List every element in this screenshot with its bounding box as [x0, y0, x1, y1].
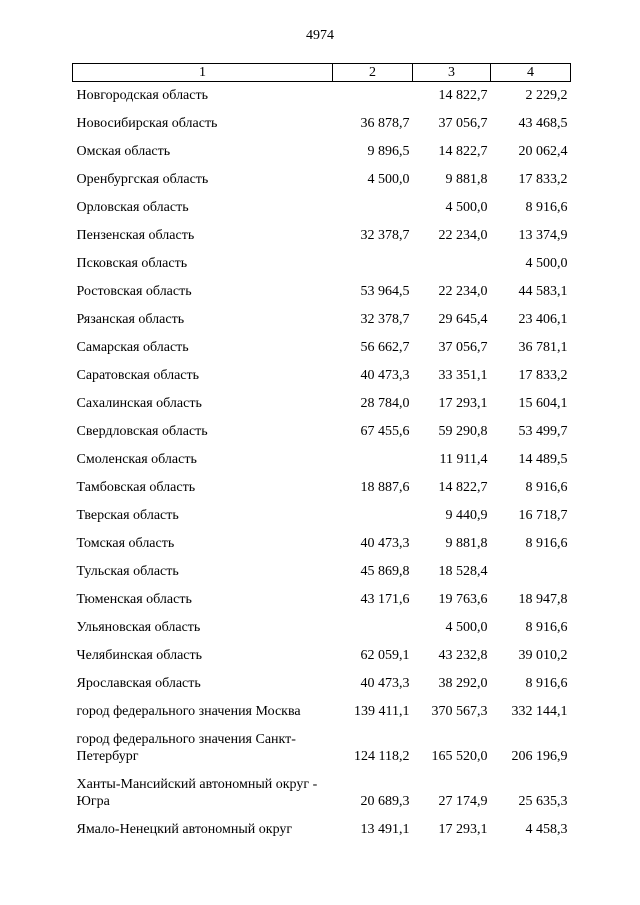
value-col-3: 59 290,8 — [438, 423, 488, 439]
region-name: Оренбургская область — [76, 171, 209, 187]
value-col-4: 17 833,2 — [518, 367, 568, 383]
table-row — [73, 328, 571, 356]
table-row — [73, 664, 571, 692]
value-col-4: 43 468,5 — [518, 115, 568, 131]
data-table — [72, 63, 571, 838]
region-name: Ярославская область — [76, 675, 201, 691]
table-row — [73, 412, 571, 440]
value-col-2 — [333, 608, 413, 636]
value-col-2: 40 473,3 — [360, 535, 410, 551]
table-row — [73, 636, 571, 664]
value-col-4: 23 406,1 — [518, 311, 568, 327]
region-name: Орловская область — [76, 199, 189, 215]
value-col-2: 32 378,7 — [360, 227, 410, 243]
value-col-3: 9 440,9 — [445, 507, 488, 523]
table-row — [73, 160, 571, 188]
region-name: Смоленская область — [76, 451, 197, 467]
value-col-4: 4 458,3 — [525, 821, 568, 837]
value-col-2 — [333, 244, 413, 272]
column-header-2: 2 — [333, 64, 413, 82]
region-name: Пензенская область — [76, 227, 195, 243]
table-row — [73, 244, 571, 272]
table-row — [73, 692, 571, 720]
value-col-4: 15 604,1 — [518, 395, 568, 411]
table-row — [73, 440, 571, 468]
region-name: Новгородская область — [76, 87, 208, 103]
table-body — [73, 82, 571, 838]
value-col-3: 19 763,6 — [438, 591, 488, 607]
value-col-4: 2 229,2 — [525, 87, 568, 103]
value-col-3: 38 292,0 — [438, 675, 488, 691]
value-col-3: 14 822,7 — [438, 143, 488, 159]
value-col-4: 4 500,0 — [525, 255, 568, 271]
value-col-4: 206 196,9 — [511, 748, 568, 764]
value-col-3: 9 881,8 — [445, 171, 488, 187]
value-col-3: 17 293,1 — [438, 821, 488, 837]
region-name: Самарская область — [76, 339, 189, 355]
value-col-3: 9 881,8 — [445, 535, 488, 551]
column-header-3: 3 — [413, 64, 491, 82]
region-name: Ростовская область — [76, 283, 192, 299]
table-row — [73, 188, 571, 216]
table-row — [73, 608, 571, 636]
value-col-3: 22 234,0 — [438, 283, 488, 299]
value-col-4: 44 583,1 — [518, 283, 568, 299]
value-col-3: 11 911,4 — [439, 451, 488, 467]
table-row — [73, 552, 571, 580]
table-row — [73, 765, 571, 810]
value-col-4: 17 833,2 — [518, 171, 568, 187]
region-name: Ханты-Мансийский автономный округ - Югра — [76, 776, 318, 809]
region-name: Тамбовская область — [76, 479, 196, 495]
region-name: Тюменская область — [76, 591, 192, 607]
value-col-4: 20 062,4 — [518, 143, 568, 159]
value-col-2: 67 455,6 — [360, 423, 410, 439]
region-name: Томская область — [76, 535, 175, 551]
value-col-3: 37 056,7 — [438, 339, 488, 355]
value-col-3: 370 567,3 — [431, 703, 488, 719]
region-name: Новосибирская область — [76, 115, 218, 131]
value-col-2 — [333, 496, 413, 524]
value-col-2: 9 896,5 — [367, 143, 410, 159]
region-name: Тверская область — [76, 507, 179, 523]
region-name: Рязанская область — [76, 311, 185, 327]
value-col-2: 40 473,3 — [360, 675, 410, 691]
table-row — [73, 468, 571, 496]
value-col-2: 56 662,7 — [360, 339, 410, 355]
value-col-4: 25 635,3 — [518, 793, 568, 809]
value-col-3: 4 500,0 — [445, 619, 488, 635]
value-col-2: 62 059,1 — [360, 647, 410, 663]
table-row — [73, 580, 571, 608]
value-col-3: 27 174,9 — [438, 793, 488, 809]
value-col-2 — [333, 82, 413, 104]
value-col-4: 18 947,8 — [518, 591, 568, 607]
value-col-2: 32 378,7 — [360, 311, 410, 327]
value-col-3: 4 500,0 — [445, 199, 488, 215]
value-col-3: 14 822,7 — [438, 479, 488, 495]
value-col-4: 16 718,7 — [518, 507, 568, 523]
value-col-4: 39 010,2 — [518, 647, 568, 663]
column-header-4: 4 — [491, 64, 571, 82]
value-col-2: 45 869,8 — [360, 563, 410, 579]
value-col-4: 8 916,6 — [525, 675, 568, 691]
region-name: Сахалинская область — [76, 395, 202, 411]
value-col-4: 8 916,6 — [525, 535, 568, 551]
value-col-4: 332 144,1 — [511, 703, 568, 719]
value-col-4: 14 489,5 — [518, 451, 568, 467]
value-col-2 — [333, 188, 413, 216]
value-col-3: 33 351,1 — [438, 367, 488, 383]
table-row — [73, 216, 571, 244]
region-name: Тульская область — [76, 563, 179, 579]
value-col-4: 8 916,6 — [525, 479, 568, 495]
value-col-2: 40 473,3 — [360, 367, 410, 383]
value-col-4: 53 499,7 — [518, 423, 568, 439]
value-col-2: 20 689,3 — [360, 793, 410, 809]
value-col-3: 22 234,0 — [438, 227, 488, 243]
value-col-3: 17 293,1 — [438, 395, 488, 411]
table-header-row — [73, 64, 571, 82]
region-name: Ямало-Ненецкий автономный округ — [76, 821, 293, 837]
table-row — [73, 720, 571, 765]
table-row — [73, 356, 571, 384]
value-col-2: 124 118,2 — [354, 748, 410, 764]
region-name: Омская область — [76, 143, 171, 159]
value-col-2: 43 171,6 — [360, 591, 410, 607]
value-col-2: 139 411,1 — [354, 703, 410, 719]
table-row — [73, 524, 571, 552]
table-row — [73, 104, 571, 132]
value-col-3 — [413, 244, 491, 272]
table-row — [73, 272, 571, 300]
region-name: город федерального значения Москва — [76, 703, 301, 719]
table-row — [73, 810, 571, 838]
table-row — [73, 132, 571, 160]
value-col-2: 36 878,7 — [360, 115, 410, 131]
region-name: Свердловская область — [76, 423, 208, 439]
value-col-3: 29 645,4 — [438, 311, 488, 327]
region-name: Челябинская область — [76, 647, 202, 663]
value-col-4: 36 781,1 — [518, 339, 568, 355]
value-col-3: 43 232,8 — [438, 647, 488, 663]
region-name: Псковская область — [76, 255, 188, 271]
column-header-1: 1 — [73, 64, 333, 82]
value-col-2: 18 887,6 — [360, 479, 410, 495]
table-row — [73, 496, 571, 524]
value-col-4: 8 916,6 — [525, 199, 568, 215]
table-row — [73, 300, 571, 328]
value-col-4: 13 374,9 — [518, 227, 568, 243]
region-name: город федерального значения Санкт-Петербург — [76, 731, 296, 764]
value-col-3: 37 056,7 — [438, 115, 488, 131]
value-col-3: 18 528,4 — [438, 563, 488, 579]
table-row — [73, 384, 571, 412]
value-col-3: 14 822,7 — [438, 87, 488, 103]
value-col-2 — [333, 440, 413, 468]
page-number: 4974 — [306, 28, 334, 43]
region-name: Саратовская область — [76, 367, 200, 383]
value-col-2: 13 491,1 — [360, 821, 410, 837]
value-col-2: 4 500,0 — [367, 171, 410, 187]
value-col-4: 8 916,6 — [525, 619, 568, 635]
table-row — [73, 82, 571, 104]
value-col-3: 165 520,0 — [431, 748, 488, 764]
value-col-4 — [491, 552, 571, 580]
value-col-2: 28 784,0 — [360, 395, 410, 411]
region-name: Ульяновская область — [76, 619, 201, 635]
value-col-2: 53 964,5 — [360, 283, 410, 299]
